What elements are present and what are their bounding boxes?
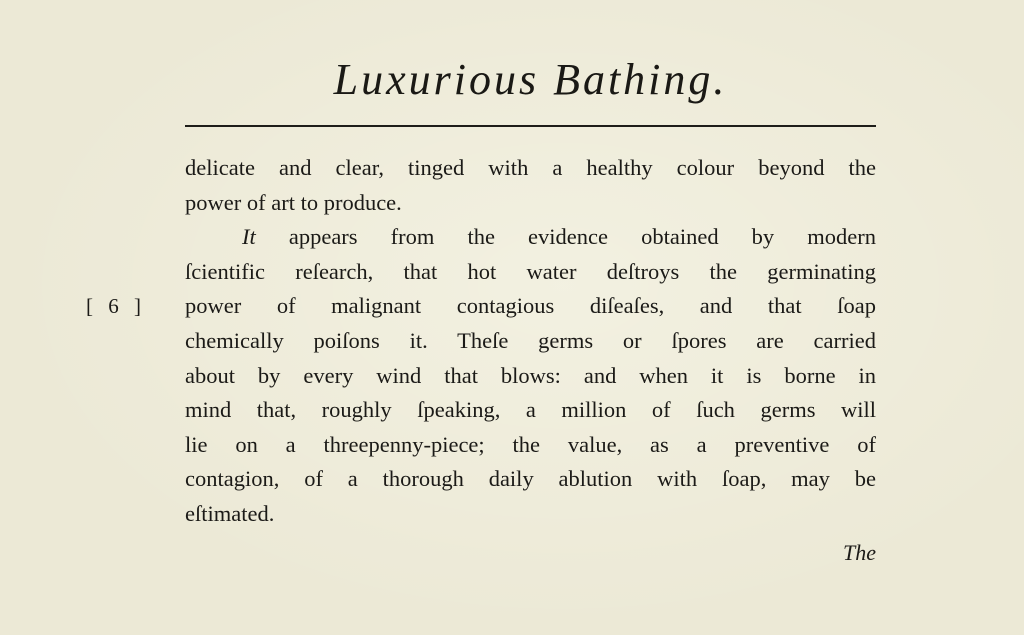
text-line: contagion, of a thorough daily ablution with ſoap, may be [185,466,876,492]
head-rule [185,125,876,127]
text-line: about by every wind that blows: and when it is borne in [185,362,876,388]
text-line: power of art to produce. [185,189,402,215]
catchword: The [843,540,876,565]
running-head-title: Luxurious Bathing. [333,55,728,104]
text-line: ſcientific reſearch, that hot water deſtroys the germinating [185,258,876,284]
paragraph-initial: It [242,224,256,250]
text-line: chemically poiſons it. Theſe germs or ſpores are carried [185,327,876,353]
text-line: mind that, roughly ſpeaking, a million of ſuch germs will [185,397,876,423]
body-text [185,151,876,532]
text-line: lie on a threepenny-piece; the value, as a preventive of [185,431,876,457]
text-line: power of malignant contagious diſeaſes, and that ſoap [185,293,876,319]
text-line [185,220,876,255]
text-line-rest: appears from the evidence obtained by modern [288,224,876,250]
text-line: eſtimated. [185,500,275,526]
text-line: delicate and clear, tinged with a healthy colour beyond the [185,155,876,180]
margin-page-number: [ 6 ] [86,294,146,318]
